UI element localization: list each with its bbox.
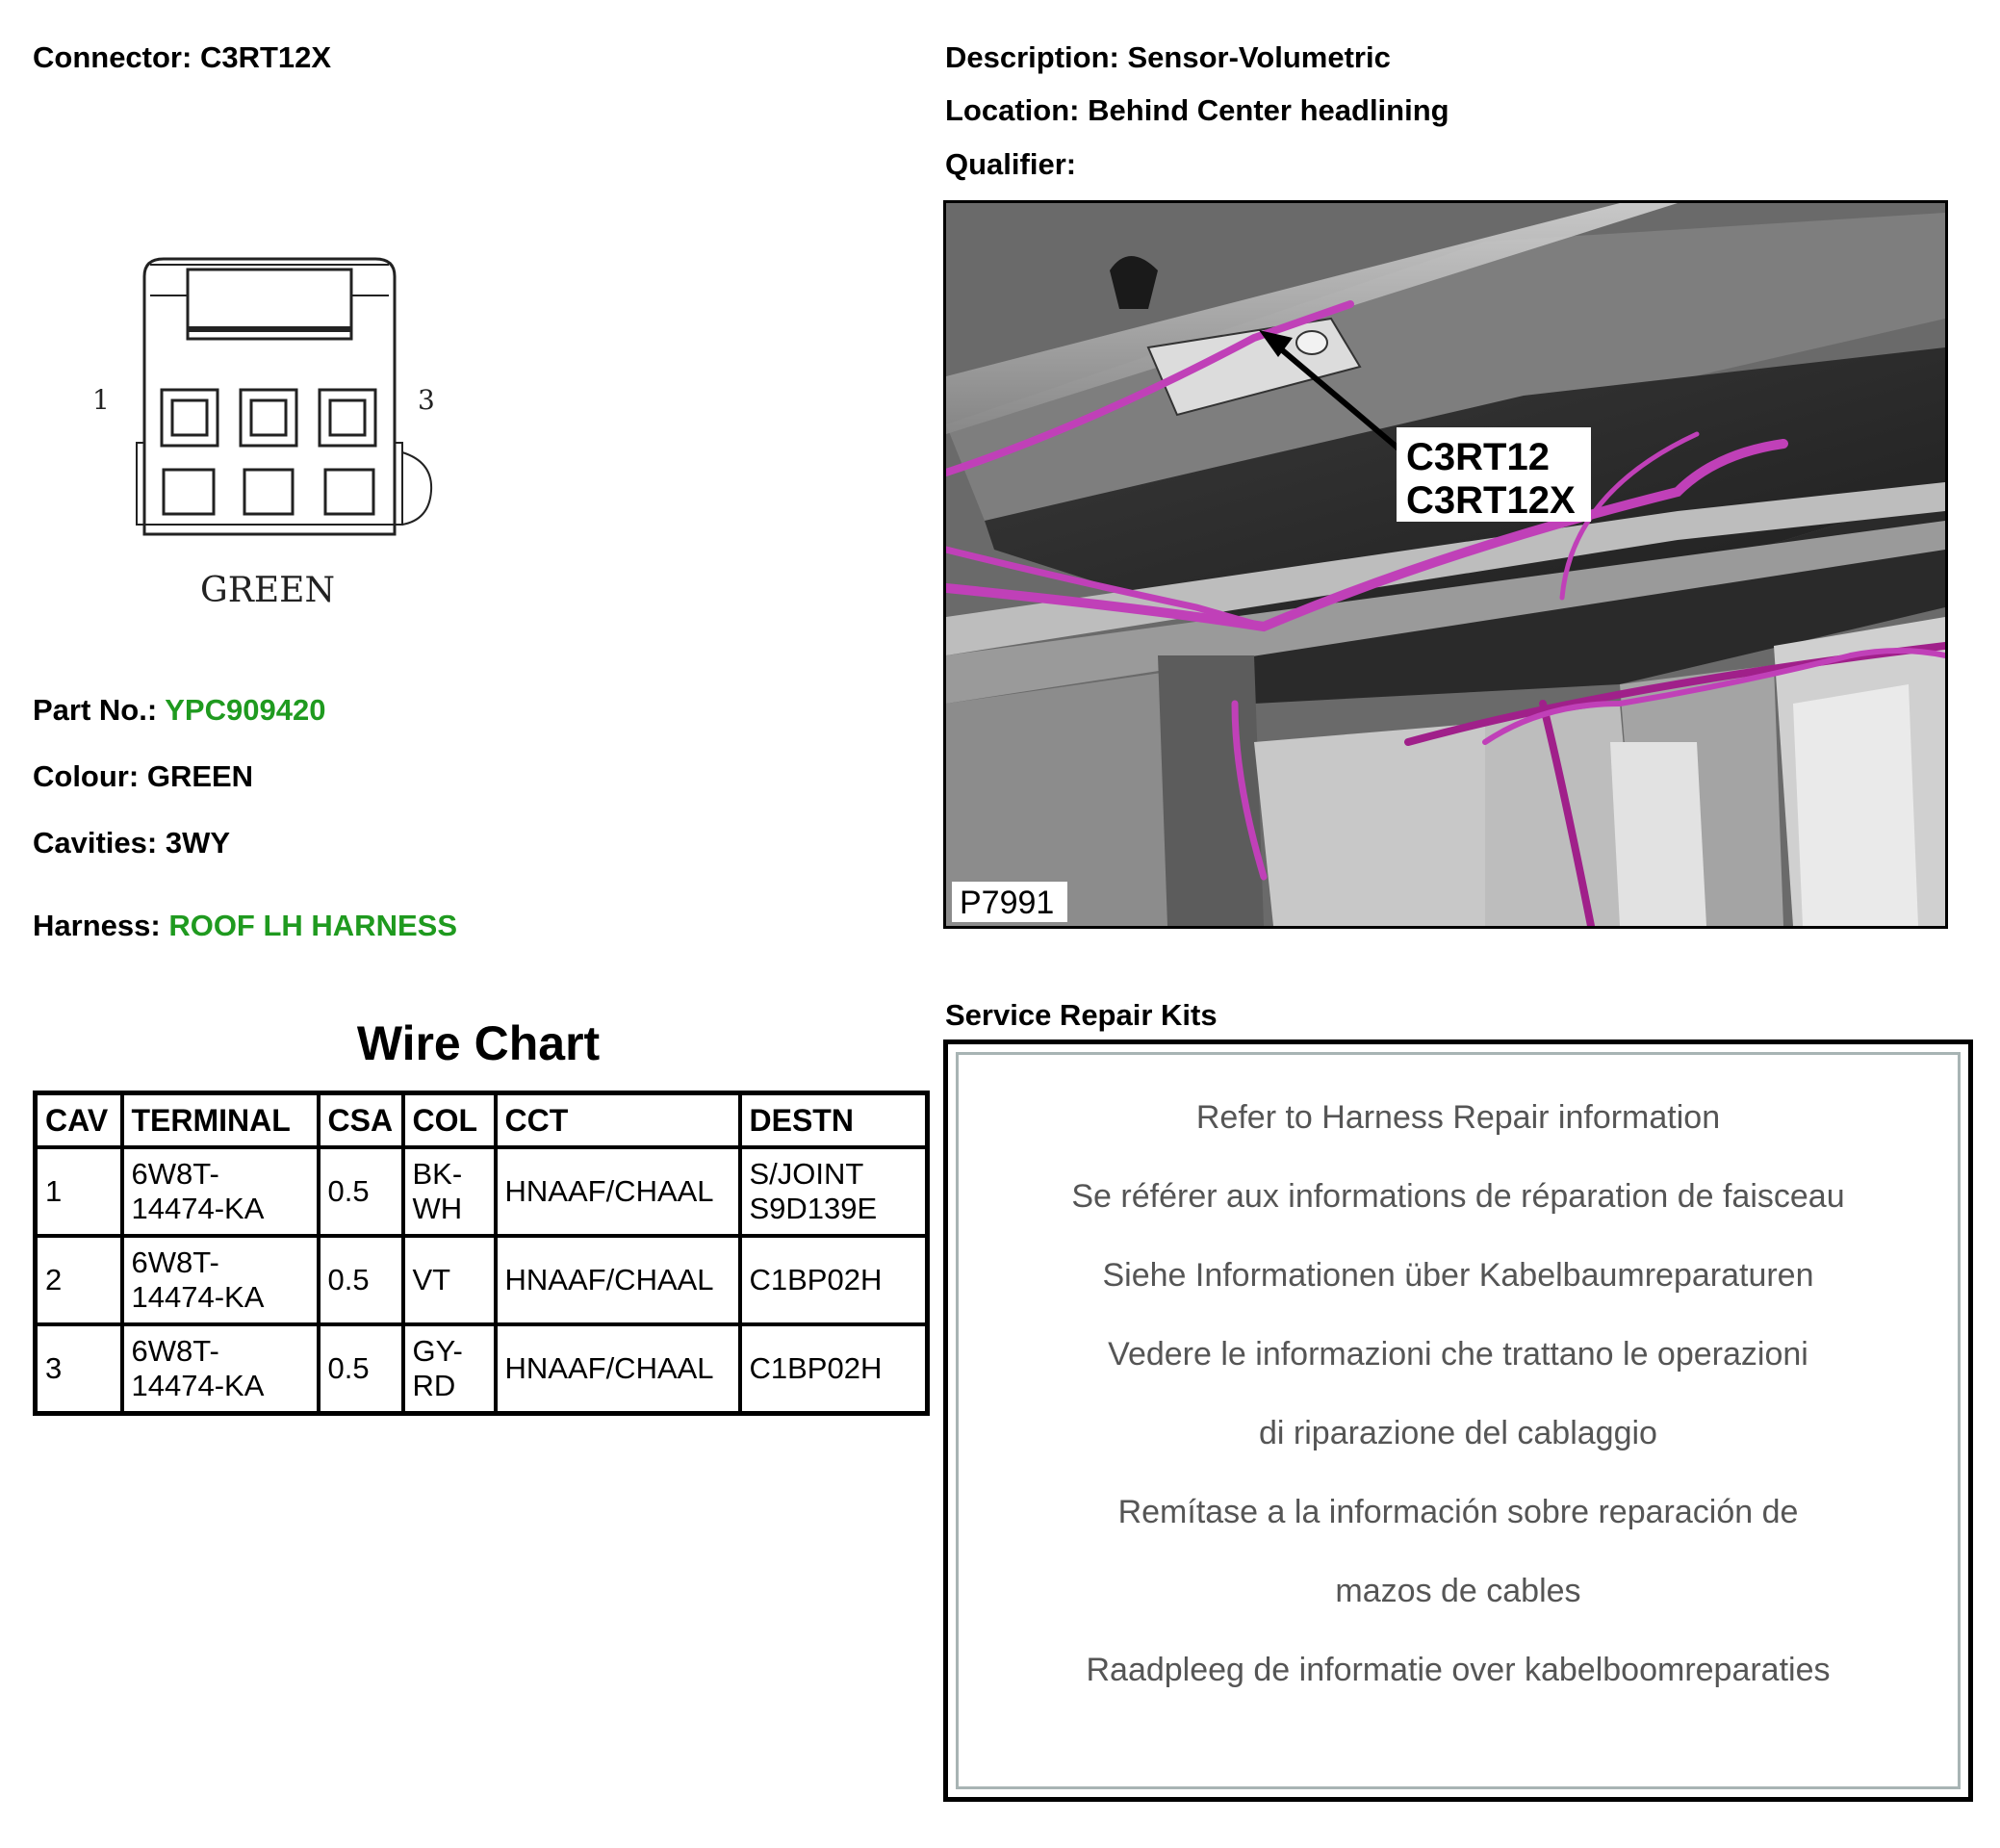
location-label: Location: xyxy=(945,93,1080,127)
header-cav: CAV xyxy=(36,1093,122,1148)
cell-terminal: 6W8T- 14474-KA xyxy=(122,1147,319,1236)
description-label: Description: xyxy=(945,40,1119,74)
cavity-row-bottom xyxy=(164,470,373,514)
location-illustration xyxy=(943,200,1948,929)
cell-cct: HNAAF/CHAAL xyxy=(496,1147,740,1236)
cell-col: VT xyxy=(403,1236,496,1324)
kit-line-it-2: di riparazione del cablaggio xyxy=(1259,1415,1657,1451)
service-repair-kits-inner xyxy=(956,1052,1961,1789)
roof-harness-illustration xyxy=(946,203,1945,926)
callout-label-c3rt12: C3RT12 xyxy=(1406,436,1550,478)
wire-chart-title: Wire Chart xyxy=(356,1016,601,1070)
table-row xyxy=(36,1147,928,1236)
kit-line-fr: Se référer aux informations de réparation de faisceau xyxy=(1071,1178,1845,1215)
cell-cct: HNAAF/CHAAL xyxy=(496,1236,740,1324)
table-row xyxy=(36,1324,928,1414)
cell-cav: 3 xyxy=(36,1324,122,1414)
cell-csa: 0.5 xyxy=(319,1324,403,1414)
header-terminal: TERMINAL xyxy=(122,1093,319,1148)
wire-chart-header-row xyxy=(36,1093,928,1148)
kit-line-en: Refer to Harness Repair information xyxy=(1195,1099,1721,1136)
image-ref-label: P7991 xyxy=(960,885,1055,921)
table-row xyxy=(36,1236,928,1324)
wire-chart-table xyxy=(33,1091,930,1416)
harness-value: ROOF LH HARNESS xyxy=(168,909,457,942)
cell-col: GY- RD xyxy=(403,1324,496,1414)
header-csa: CSA xyxy=(319,1093,403,1148)
cavities-field xyxy=(33,826,230,860)
part-no-field xyxy=(33,693,325,728)
kit-line-es-1: Remítase a la información sobre reparación de xyxy=(1117,1494,1799,1530)
service-repair-kits-box xyxy=(943,1040,1973,1802)
cell-col: BK- WH xyxy=(403,1147,496,1236)
connector-field xyxy=(33,40,331,75)
location-value: Behind Center headlining xyxy=(1088,93,1449,127)
colour-value: GREEN xyxy=(146,759,254,793)
service-repair-kits-title: Service Repair Kits xyxy=(945,998,1218,1032)
pin-3-label: 3 xyxy=(418,384,435,416)
connector-face-diagram xyxy=(87,245,491,621)
colour-field xyxy=(33,759,253,794)
cell-cav: 1 xyxy=(36,1147,122,1236)
header-col: COL xyxy=(403,1093,496,1148)
cell-cav: 2 xyxy=(36,1236,122,1324)
cavities-value: 3WY xyxy=(165,826,231,860)
kit-line-es-2: mazos de cables xyxy=(1335,1573,1581,1609)
pin-1-label: 1 xyxy=(92,384,110,416)
kit-line-it-1: Vedere le informazioni che trattano le operazioni xyxy=(1108,1336,1808,1373)
kit-line-nl: Raadpleeg de informatie over kabelboomreparaties xyxy=(1086,1652,1831,1688)
cell-destn: C1BP02H xyxy=(740,1324,928,1414)
description-value: Sensor-Volumetric xyxy=(1127,40,1391,74)
cell-csa: 0.5 xyxy=(319,1147,403,1236)
cell-destn: S/JOINT S9D139E xyxy=(740,1147,928,1236)
part-no-value: YPC909420 xyxy=(165,693,326,727)
connector-side-clip xyxy=(402,452,431,525)
connector-color-label: GREEN xyxy=(200,571,335,610)
kit-line-de: Siehe Informationen über Kabelbaumreparaturen xyxy=(1102,1257,1814,1294)
connector-label: Connector: xyxy=(33,40,192,74)
location-field xyxy=(945,93,1449,128)
cell-cct: HNAAF/CHAAL xyxy=(496,1324,740,1414)
harness-label: Harness: xyxy=(33,909,161,942)
cell-terminal: 6W8T- 14474-KA xyxy=(122,1236,319,1324)
cavity-row-top xyxy=(162,390,375,446)
description-field xyxy=(945,40,1391,75)
cell-destn: C1BP02H xyxy=(740,1236,928,1324)
connector-housing xyxy=(144,259,395,534)
qualifier-label: Qualifier: xyxy=(945,147,1077,181)
callout-label-c3rt12x: C3RT12X xyxy=(1406,479,1576,522)
cell-terminal: 6W8T- 14474-KA xyxy=(122,1324,319,1414)
cavities-label: Cavities: xyxy=(33,826,158,860)
part-no-label: Part No.: xyxy=(33,693,158,727)
connector-value: C3RT12X xyxy=(199,40,332,74)
harness-field xyxy=(33,909,457,943)
qualifier-field xyxy=(945,147,1076,182)
cell-csa: 0.5 xyxy=(319,1236,403,1324)
header-destn: DESTN xyxy=(740,1093,928,1148)
colour-label: Colour: xyxy=(33,759,140,793)
header-cct: CCT xyxy=(496,1093,740,1148)
